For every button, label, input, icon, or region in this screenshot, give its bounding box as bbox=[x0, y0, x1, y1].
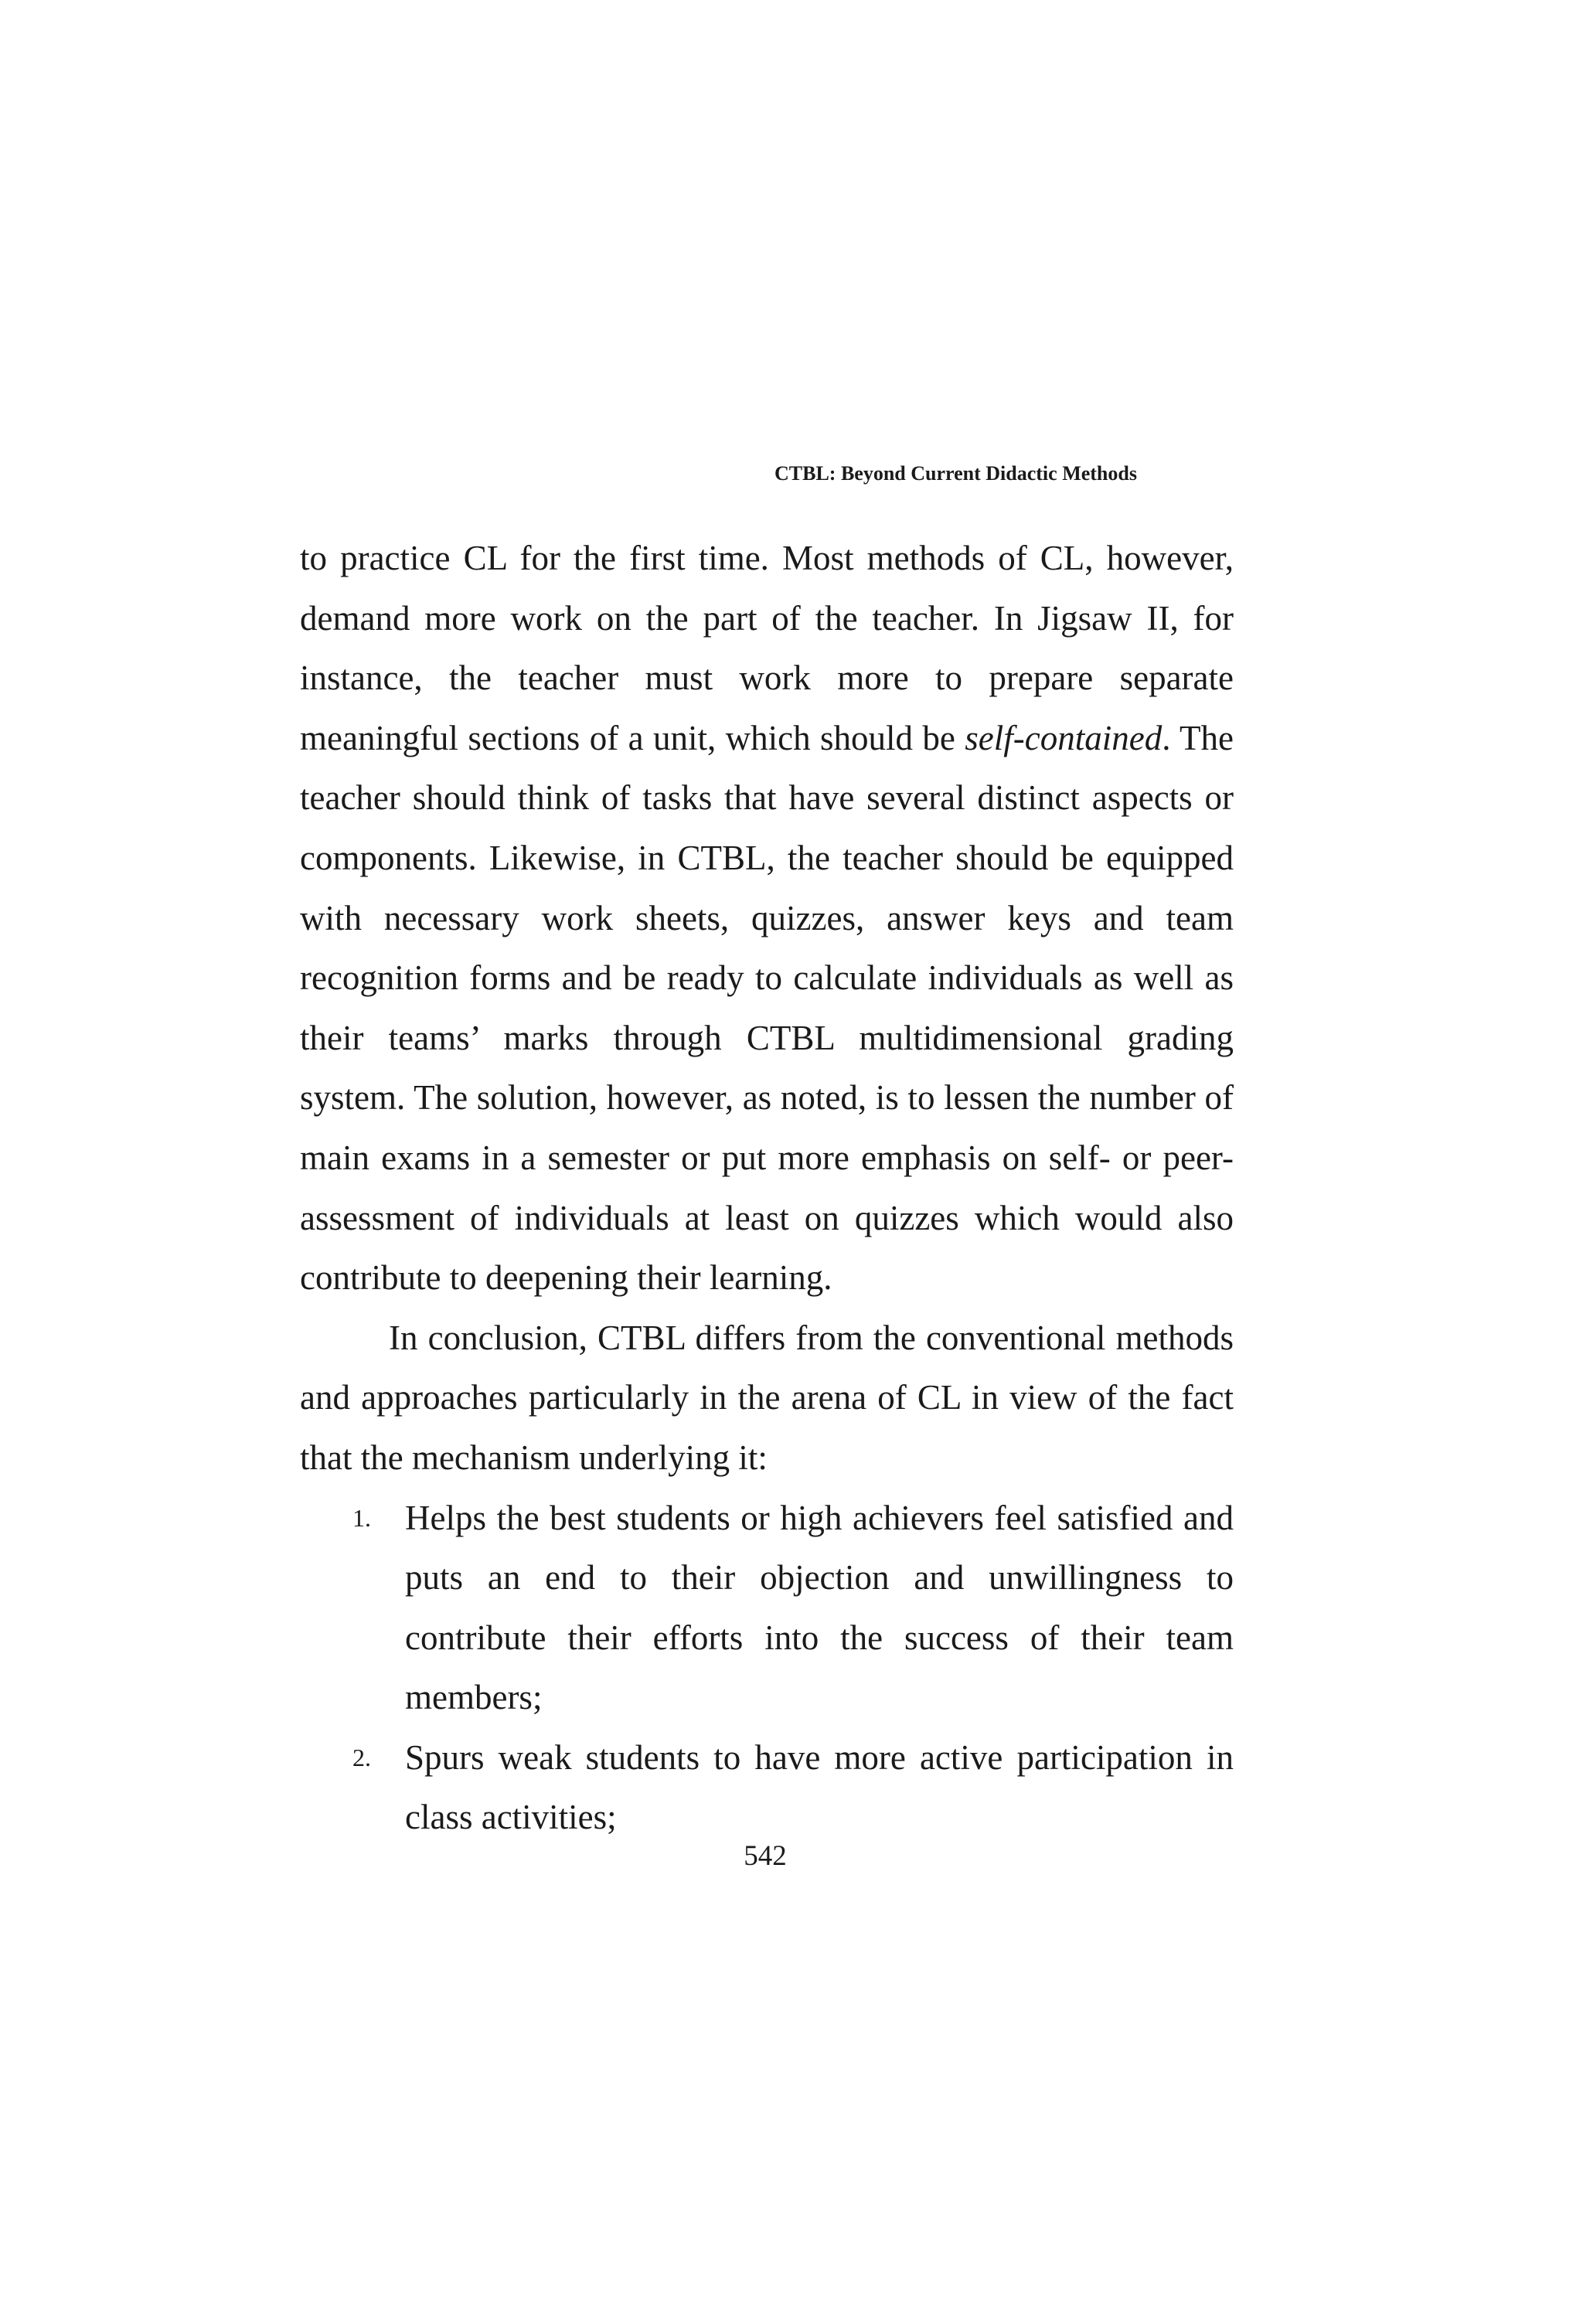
list-number-2: 2. bbox=[352, 1743, 371, 1771]
numbered-list bbox=[300, 1489, 1234, 1849]
list-text-2: Spurs weak students to have more active participation in class activities; bbox=[405, 1737, 1234, 1837]
page-number: 542 bbox=[744, 1840, 787, 1872]
paragraph-1-italic-term: self-contained bbox=[965, 718, 1163, 757]
list-number-1: 1. bbox=[352, 1503, 371, 1532]
body-text bbox=[300, 529, 1234, 1848]
paragraph-1 bbox=[300, 529, 1234, 1308]
list-item-1 bbox=[300, 1489, 1234, 1728]
paragraph-2: In conclusion, CTBL differs from the conventional methods and approaches particularly in the arena of CL in view of the fact that the mechanism underlying it: bbox=[300, 1318, 1234, 1477]
list-item-2 bbox=[300, 1728, 1234, 1848]
paragraph-1-text-start: to practice CL for the first time. Most methods of CL, however, demand more work on the part of the teacher. In Jigsaw II, for instance, the teacher must work more to prepare separate meaningful sections of a unit, which should be bbox=[300, 539, 1234, 757]
running-header: CTBL: Beyond Current Didactic Methods bbox=[774, 462, 1137, 485]
paragraph-1-text-end: . The teacher should think of tasks that have several distinct aspects or components. Likewise, in CTBL, the teacher should be equipped with necessary work sheets, quizzes, answer keys and team recognition forms and be ready to calculate individuals as well as their teams’ marks through CTBL multidimensional grading system. The solution, however, as noted, is to lessen the number of main exams in a semester or put more emphasis on self- or peer-assessment of individuals at least on quizzes which would also contribute to deepening their learning. bbox=[300, 718, 1234, 1298]
list-text-1: Helps the best students or high achievers feel satisfied and puts an end to their objection and unwillingness to contribute their efforts into the success of their team members; bbox=[405, 1498, 1234, 1717]
